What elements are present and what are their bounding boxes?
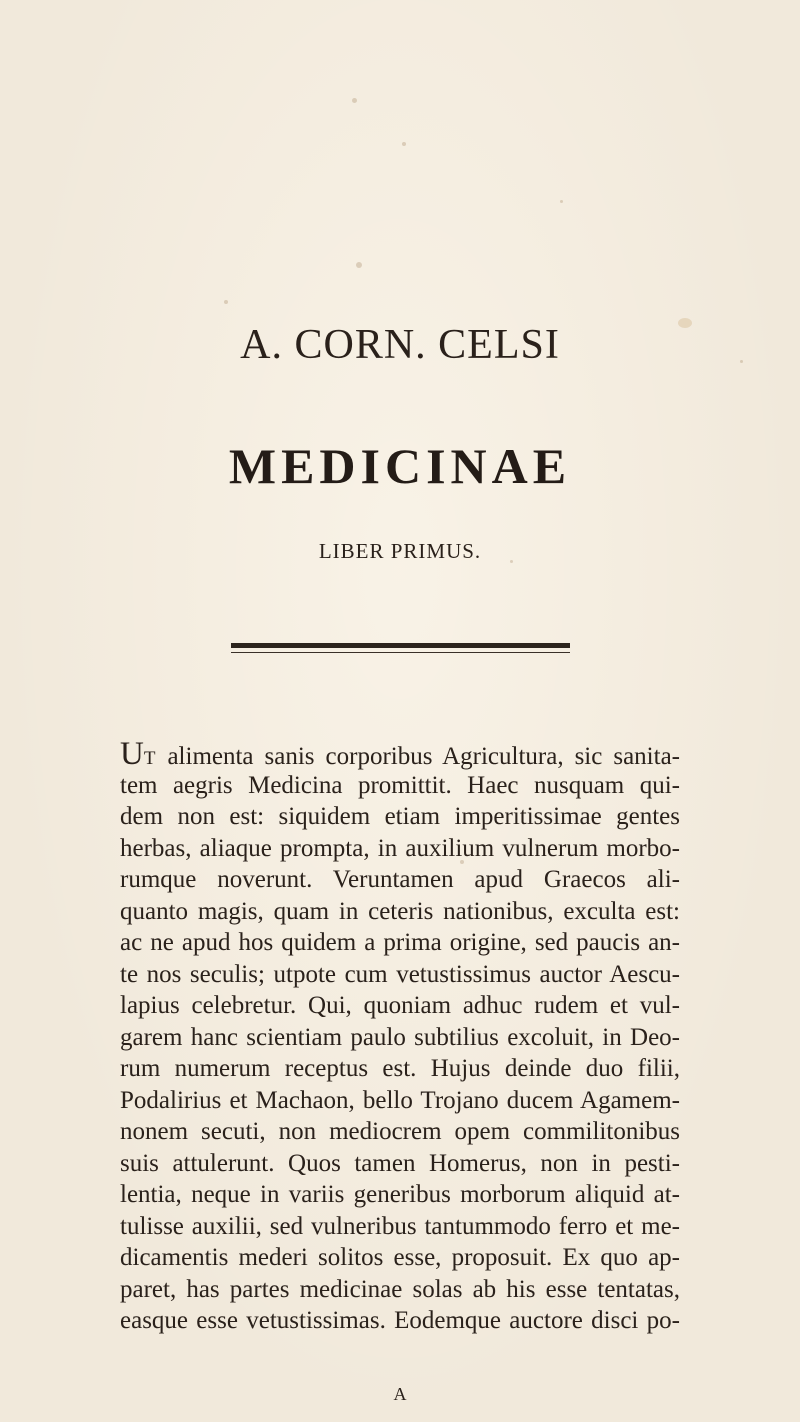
ornamental-rule-thick — [231, 643, 570, 648]
text-line: lapius celebretur. Qui, quoniam adhuc rudem et vul- — [120, 992, 680, 1019]
text-line: herbas, aliaque prompta, in auxilium vulnerum morbo- — [120, 834, 680, 862]
ornamental-rule-thin — [231, 652, 570, 653]
first-line-text: alimenta sanis corporibus Agricultura, sic sanita- — [156, 743, 680, 770]
text-line: lentia, neque in variis generibus morborum aliquid at- — [120, 1181, 680, 1208]
text-line: quanto magis, quam in ceteris nationibus, exculta est: — [120, 897, 680, 925]
signature-mark: A — [393, 1384, 407, 1404]
drop-capital: U — [120, 736, 144, 772]
text-line: suis attulerunt. Quos tamen Homerus, non in pesti- — [120, 1149, 680, 1177]
body-text — [120, 738, 680, 1337]
text-line: tulisse auxilii, sed vulneribus tantummodo ferro et me- — [120, 1212, 680, 1240]
text-line: dem non est: siquidem etiam imperitissimae gentes — [120, 803, 680, 830]
small-capital: T — [143, 748, 157, 769]
text-line: rumque noverunt. Veruntamen apud Graecos ali- — [120, 866, 680, 893]
text-line: garem hanc scientiam paulo subtilius excoluit, in Deo- — [120, 1023, 680, 1051]
text-line: nonem secuti, non mediocrem opem commilitonibus — [120, 1118, 680, 1145]
work-title: MEDICINAE — [228, 438, 572, 494]
author-heading: A. CORN. CELSI — [240, 322, 560, 368]
text-line: te nos seculis; utpote cum vetustissimus auctor Aescu- — [120, 960, 680, 988]
text-line: Podalirius et Machaon, bello Trojano ducem Agamem- — [120, 1086, 680, 1114]
text-line: dicamentis mederi solitos esse, proposuit. Ex quo ap- — [120, 1244, 680, 1271]
text-line: paret, has partes medicinae solas ab his esse tentatas, — [120, 1275, 680, 1303]
foxing-spot — [224, 300, 228, 304]
text-line: rum numerum receptus est. Hujus deinde duo filii, — [120, 1055, 680, 1082]
text-line: ac ne apud hos quidem a prima origine, sed paucis an- — [120, 929, 680, 956]
text-line: tem aegris Medicina promittit. Haec nusquam qui- — [120, 771, 680, 799]
book-subtitle: LIBER PRIMUS. — [318, 539, 482, 563]
foxing-spot — [356, 262, 362, 268]
foxing-spot — [352, 98, 357, 103]
text-line: easque esse vetustissimas. Eodemque auctore disci po- — [120, 1307, 680, 1334]
foxing-spot — [560, 200, 563, 203]
foxing-spot — [402, 142, 406, 146]
text-line-first — [120, 738, 680, 770]
